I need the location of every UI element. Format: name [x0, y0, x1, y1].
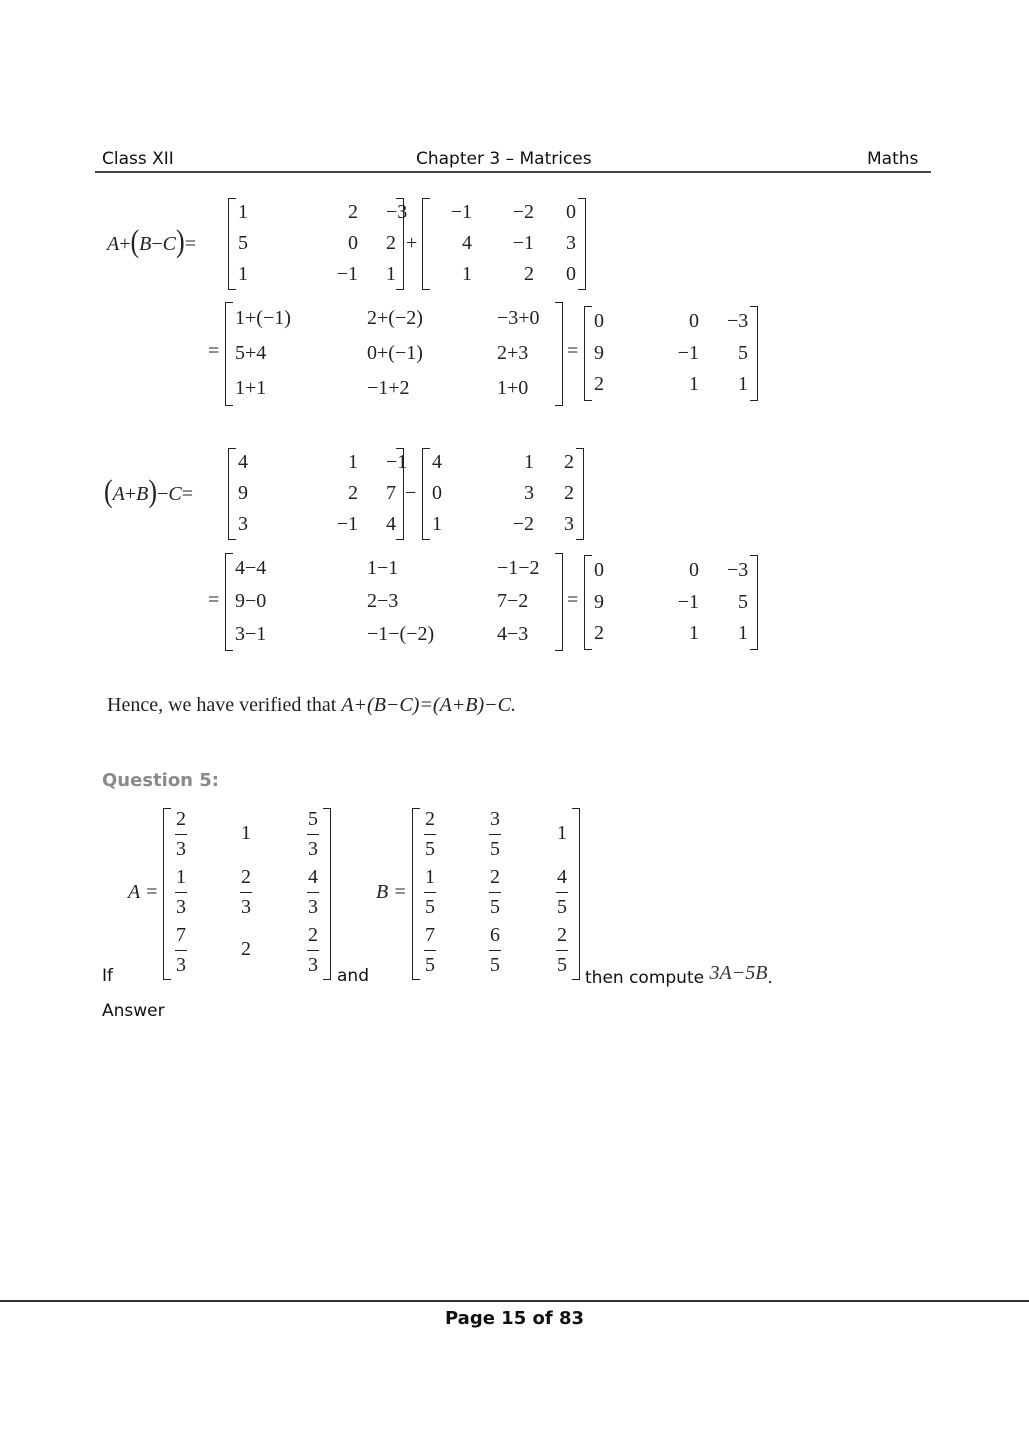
- question-title: Question 5:: [102, 770, 219, 791]
- matrix-cell: 0: [432, 482, 442, 504]
- numerator: 4: [308, 866, 318, 888]
- numerator: 3: [490, 808, 500, 830]
- fraction-bar: [556, 892, 568, 893]
- matrix-cell: 3: [238, 512, 248, 535]
- fraction-bar: [424, 950, 436, 951]
- footer-rule: [0, 1300, 1029, 1302]
- matrix-cell: 1: [238, 201, 248, 224]
- matrix-cell: 4: [462, 232, 472, 254]
- matrix-cell: 5: [738, 590, 748, 613]
- matrix-cell: 3: [524, 482, 534, 504]
- numerator: 1: [176, 866, 186, 888]
- bracket-left: [225, 302, 233, 406]
- conclusion-text: Hence, we have verified that: [107, 694, 342, 716]
- matrix-eq1-result: [584, 306, 758, 401]
- matrix-cell: 9: [238, 482, 248, 504]
- denominator: 3: [308, 896, 318, 918]
- equals-sign: =: [567, 589, 579, 611]
- matrix-cell: 3−1: [235, 622, 267, 645]
- equals-sign: =: [208, 589, 220, 611]
- matrix-cell: 9: [594, 341, 604, 364]
- matrix-cell: 1: [738, 622, 748, 645]
- and-label: and: [337, 966, 369, 986]
- matrix-cell: −1: [512, 232, 534, 254]
- matrix-cell: 4−3: [497, 622, 529, 645]
- matrix-cell: 0: [594, 558, 604, 581]
- fraction-bar: [240, 892, 252, 893]
- matrix-cell: 0: [566, 201, 576, 224]
- matrix-cell: 2: [386, 232, 396, 254]
- denominator: 5: [557, 954, 567, 976]
- var-a: A: [112, 483, 125, 505]
- page-number: Page 15 of 83: [444, 1308, 585, 1329]
- numerator: 2: [176, 808, 186, 830]
- numerator: 4: [557, 866, 567, 888]
- numerator: 2: [425, 808, 435, 830]
- fraction-bar: [175, 950, 187, 951]
- matrix-cell: 1+0: [497, 376, 529, 399]
- numerator: 1: [425, 866, 435, 888]
- matrix-cell: 4: [432, 451, 442, 474]
- header-chapter: Chapter 3 – Matrices: [416, 149, 592, 169]
- matrix-cell: 1: [689, 373, 699, 396]
- matrix-cell: 9: [594, 590, 604, 613]
- matrix-cell: 9−0: [235, 590, 267, 612]
- matrix-cell: 1: [557, 822, 567, 844]
- matrix-cell: 1: [738, 373, 748, 396]
- equals-sign: =: [181, 483, 193, 505]
- numerator: 7: [176, 924, 186, 946]
- minus-sign: −: [151, 233, 163, 255]
- bracket-left: [584, 306, 592, 401]
- matrix-cell: −1−(−2): [367, 622, 435, 645]
- then-compute-line: [585, 962, 773, 989]
- bracket-right: [572, 808, 580, 980]
- header-rule: [95, 171, 931, 173]
- matrix-cell: −3: [727, 309, 749, 332]
- header-class: Class XII: [102, 149, 174, 169]
- plus-sign: +: [124, 483, 137, 505]
- matrix-cell: −1: [677, 341, 699, 364]
- matrix-cell: −1: [677, 590, 699, 613]
- matrix-cell: 5: [238, 232, 248, 254]
- operator-minus: −: [405, 482, 417, 504]
- matrix-cell: 1: [462, 262, 472, 285]
- denominator: 3: [308, 954, 318, 976]
- paren-close: ): [148, 474, 158, 509]
- fraction-cell: [175, 866, 187, 918]
- matrix-cell: 2+(−2): [367, 307, 423, 330]
- bracket-left: [422, 448, 430, 540]
- matrix-b-label: B =: [376, 881, 407, 903]
- matrix-a: [163, 808, 331, 980]
- var-b: B: [136, 483, 149, 505]
- fraction-cell: [424, 924, 436, 976]
- fraction-cell: [489, 866, 501, 918]
- numerator: 7: [425, 924, 435, 946]
- paren-open: (: [130, 224, 140, 259]
- period: .: [767, 968, 773, 988]
- matrix-b: [412, 808, 580, 980]
- matrix-cell: 2: [348, 482, 358, 504]
- matrix-cell: 5: [738, 341, 748, 364]
- matrix-cell: 1: [432, 512, 442, 535]
- matrix-cell: −1: [336, 262, 358, 285]
- matrix-cell: −3+0: [497, 307, 540, 330]
- fraction-cell: [175, 808, 187, 860]
- fraction-bar: [307, 834, 319, 835]
- var-c: C: [162, 233, 177, 255]
- matrix-cell: 0: [566, 262, 576, 285]
- fraction-cell: [240, 866, 252, 918]
- numerator: 2: [490, 866, 500, 888]
- matrix-cell: 0: [689, 309, 699, 332]
- equals-sign: =: [567, 340, 579, 362]
- bracket-right: [555, 553, 563, 651]
- bracket-left: [412, 808, 420, 980]
- bracket-left: [225, 553, 233, 651]
- bracket-left: [163, 808, 171, 980]
- denominator: 5: [490, 954, 500, 976]
- denominator: 5: [490, 838, 500, 860]
- matrix-cell: 0: [594, 309, 604, 332]
- fraction-cell: [556, 924, 568, 976]
- denominator: 5: [557, 896, 567, 918]
- matrix-eq2-c: [422, 448, 584, 540]
- denominator: 3: [176, 954, 186, 976]
- matrix-cell: 2: [348, 201, 358, 224]
- denominator: 5: [425, 954, 435, 976]
- plus-sign: +: [119, 233, 131, 255]
- matrix-cell: −3: [727, 558, 749, 581]
- matrix-cell: 0+(−1): [367, 342, 423, 364]
- then-compute-label: then compute: [585, 968, 705, 988]
- bracket-right: [323, 808, 331, 980]
- matrix-cell: 7: [386, 482, 396, 504]
- matrix-cell: −1: [386, 451, 408, 474]
- matrix-cell: −1−2: [497, 557, 540, 580]
- matrix-cell: 4: [238, 451, 248, 474]
- denominator: 5: [490, 896, 500, 918]
- numerator: 2: [308, 924, 318, 946]
- var-a: A: [107, 233, 120, 255]
- fraction-cell: [175, 924, 187, 976]
- var-b: B: [139, 233, 152, 255]
- fraction-bar: [307, 950, 319, 951]
- bracket-right: [555, 302, 563, 406]
- matrix-eq1-sum-steps: [225, 302, 563, 406]
- fraction-cell: [556, 866, 568, 918]
- bracket-right: [750, 555, 758, 650]
- fraction-bar: [175, 834, 187, 835]
- matrix-cell: 0: [689, 558, 699, 581]
- compute-expression: 3A−5B: [709, 962, 768, 984]
- denominator: 5: [425, 896, 435, 918]
- fraction-cell: [489, 808, 501, 860]
- bracket-left: [422, 198, 430, 290]
- numerator: 5: [308, 808, 318, 830]
- bracket-left: [228, 448, 236, 540]
- matrix-cell: 2: [564, 451, 574, 474]
- fraction-bar: [489, 950, 501, 951]
- matrix-cell: −1+2: [367, 376, 410, 399]
- matrix-eq2-a-plus-b: [228, 448, 408, 540]
- if-label: If: [102, 966, 113, 986]
- matrix-eq2-diff-steps: [225, 553, 563, 651]
- matrix-cell: 3: [566, 232, 576, 254]
- matrix-cell: −2: [512, 512, 534, 535]
- bracket-right: [576, 448, 584, 540]
- matrix-cell: 5+4: [235, 342, 267, 364]
- fraction-cell: [424, 866, 436, 918]
- paren-close: ): [176, 224, 185, 259]
- fraction-cell: [307, 808, 319, 860]
- conclusion-line: [107, 694, 516, 717]
- matrix-cell: 1: [348, 451, 358, 474]
- fraction-bar: [175, 892, 187, 893]
- matrix-cell: 1: [524, 451, 534, 474]
- matrix-cell: 1−1: [367, 557, 399, 580]
- fraction-bar: [424, 892, 436, 893]
- fraction-bar: [489, 892, 501, 893]
- conclusion-expression: A+(B−C)=(A+B)−C.: [341, 694, 516, 716]
- equals-sign: =: [184, 233, 196, 255]
- fraction-cell: [307, 866, 319, 918]
- denominator: 3: [176, 896, 186, 918]
- matrix-cell: 2: [564, 482, 574, 504]
- fraction-bar: [556, 950, 568, 951]
- bracket-left: [584, 555, 592, 650]
- matrix-cell: 1: [386, 262, 396, 285]
- operator-plus: +: [406, 232, 418, 254]
- matrix-a-label: A =: [128, 881, 159, 903]
- matrix-cell: 1+(−1): [235, 307, 291, 330]
- equation-1-lhs: [107, 224, 196, 259]
- matrix-eq1-b-minus-c: [422, 198, 586, 290]
- matrix-cell: 2−3: [367, 590, 399, 612]
- fraction-cell: [489, 924, 501, 976]
- matrix-cell: 2+3: [497, 342, 529, 364]
- fraction-cell: [307, 924, 319, 976]
- matrix-cell: 7−2: [497, 590, 529, 612]
- numerator: 6: [490, 924, 500, 946]
- matrix-eq1-a: [228, 198, 408, 290]
- denominator: 5: [425, 838, 435, 860]
- matrix-cell: 2: [241, 938, 251, 960]
- bracket-right: [750, 306, 758, 401]
- answer-label: Answer: [102, 1001, 165, 1021]
- equation-2-lhs: [104, 474, 193, 509]
- equals-sign: =: [208, 340, 220, 362]
- matrix-eq2-result: [584, 555, 758, 650]
- matrix-cell: 1: [238, 262, 248, 285]
- denominator: 3: [176, 838, 186, 860]
- bracket-right: [578, 198, 586, 290]
- matrix-cell: 0: [348, 232, 358, 254]
- numerator: 2: [557, 924, 567, 946]
- fraction-bar: [307, 892, 319, 893]
- paren-open: (: [104, 474, 113, 509]
- matrix-cell: 1: [689, 622, 699, 645]
- denominator: 3: [241, 896, 251, 918]
- var-c: C: [168, 483, 182, 505]
- matrix-cell: −1: [450, 201, 472, 224]
- matrix-cell: 2: [594, 373, 604, 396]
- fraction-cell: [424, 808, 436, 860]
- matrix-cell: −2: [512, 201, 534, 224]
- matrix-cell: 3: [564, 512, 574, 535]
- matrix-cell: 2: [524, 262, 534, 285]
- numerator: 2: [241, 866, 251, 888]
- matrix-cell: 2: [594, 622, 604, 645]
- matrix-cell: 4−4: [235, 557, 267, 580]
- matrix-cell: 1+1: [235, 376, 267, 399]
- matrix-cell: 1: [241, 822, 251, 844]
- matrix-cell: 4: [386, 512, 396, 535]
- denominator: 3: [308, 838, 318, 860]
- fraction-bar: [489, 834, 501, 835]
- matrix-cell: −1: [336, 512, 358, 535]
- header-subject: Maths: [867, 149, 919, 169]
- fraction-bar: [424, 834, 436, 835]
- bracket-left: [228, 198, 236, 290]
- matrix-cell: −3: [386, 201, 408, 224]
- minus-sign: −: [157, 483, 169, 505]
